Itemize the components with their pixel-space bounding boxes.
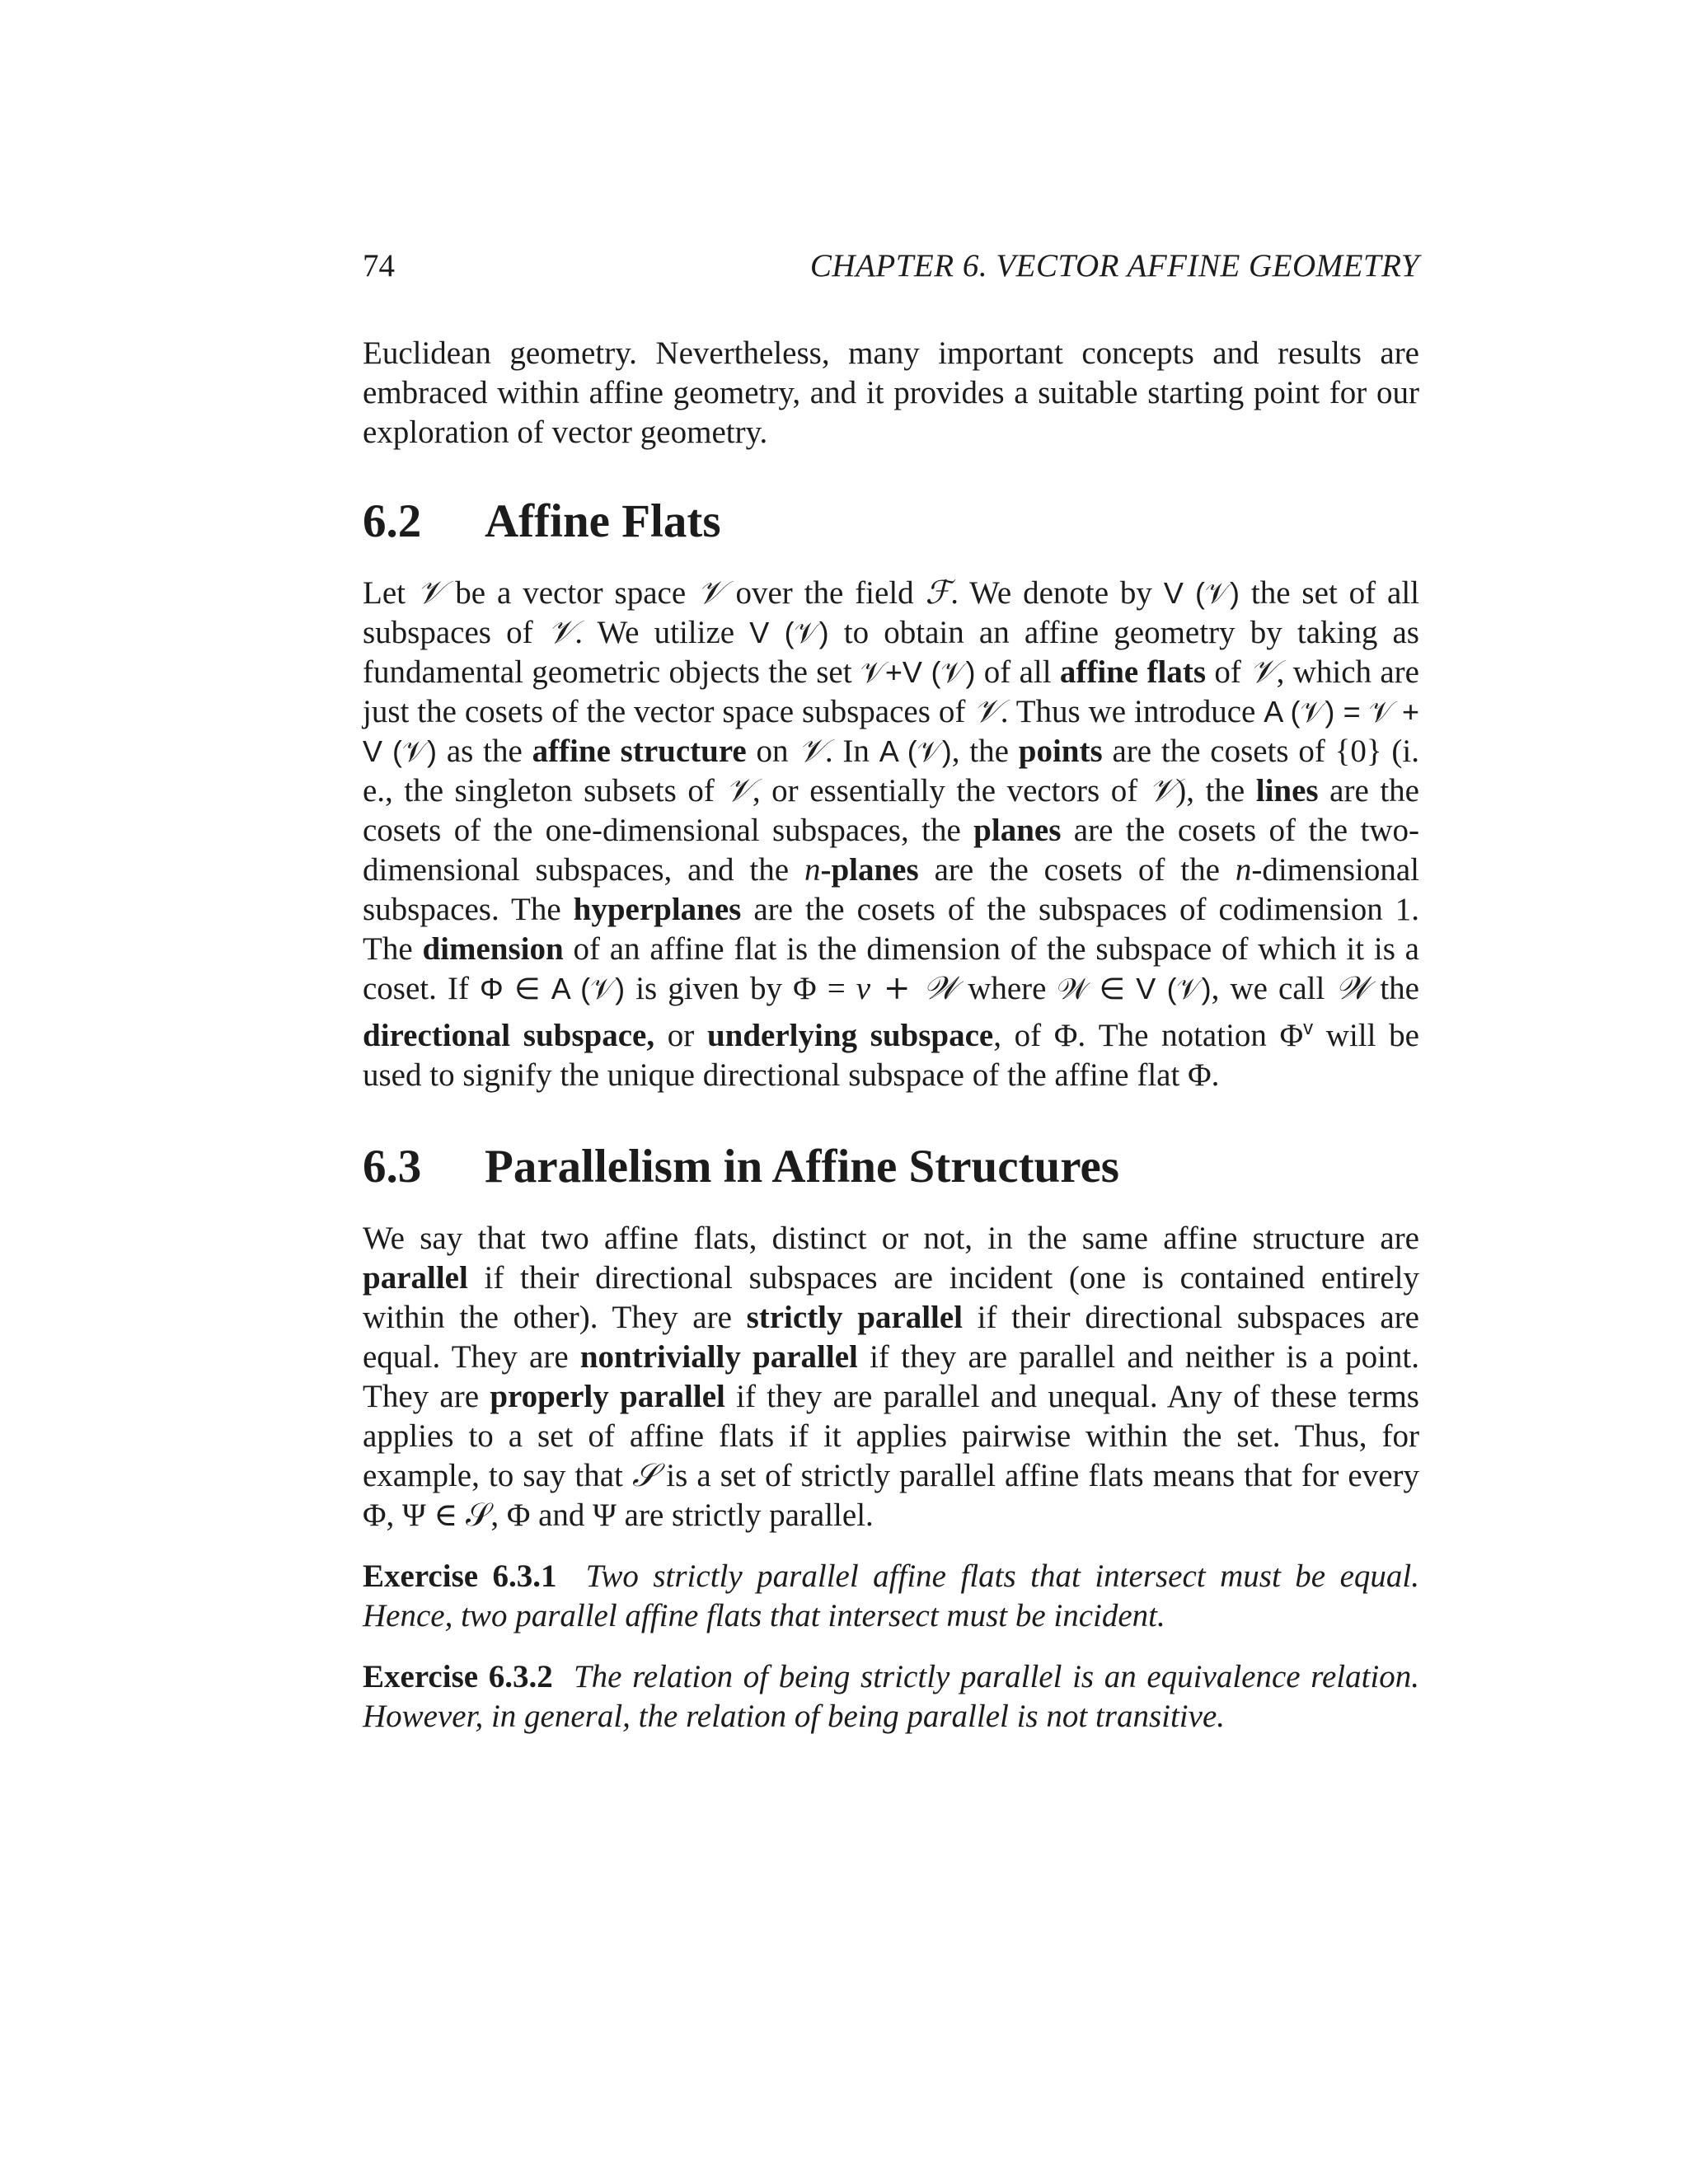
affine-flats-paragraph: Let 𝒱 be a vector space 𝒱 over the field ℱ. We denote by V (𝒱) the set of all subspaces of 𝒱. We utilize V (𝒱) to obtain an affine geometry by taking as fundamental geometric objects the set 𝒱+V (𝒱) of all affine flats of 𝒱, which are just the cosets of the vector space subspaces of 𝒱. Thus we introduce A (𝒱) = 𝒱 + V (𝒱) as the affine structure on 𝒱. In A (𝒱), the points are the cosets of {0} (i. e., the singleton subsets of 𝒱, or essentially the vectors of 𝒱), the lines are the cosets of the one-dimensional subspaces, the planes are the cosets of the two-dimensional subspaces, and the n-planes are the cosets of the n-dimensional subspaces. The hyperplanes are the cosets of the subspaces of codimension 1. The dimension of an affine flat is the dimension of the subspace of which it is a coset. If Φ ∈ A (𝒱) is given by Φ = v + 𝒲 where 𝒲 ∈ V (𝒱), we call 𝒲 the directional subspace, or underlying subspace, of Φ. The notation $\Phi^v$ will be used to signify the unique directional subspace of the affine flat Φ.: [363, 574, 1420, 1093]
term-points: points: [1018, 733, 1103, 769]
section-title: Parallelism in Affine Structures: [485, 1141, 1119, 1193]
page-header: [363, 247, 1419, 297]
term-strictly-parallel: strictly parallel: [746, 1300, 964, 1335]
running-title: CHAPTER 6. VECTOR AFFINE GEOMETRY: [809, 248, 1419, 284]
term-lines: lines: [1255, 773, 1319, 808]
exercise-label: Exercise 6.3.1: [363, 1558, 557, 1594]
intro-paragraph: Euclidean geometry. Nevertheless, many important concepts and results are embraced within affine geometry, and it provides a suitable starting point for our exploration of vector geometry.: [363, 335, 1419, 450]
term-n-planes: -planes: [820, 852, 919, 888]
term-directional-subspace: directional subspace,: [363, 1018, 655, 1053]
term-dimension: dimension: [422, 931, 564, 967]
term-affine-structure: affine structure: [532, 733, 747, 769]
page-body: [363, 334, 1419, 1736]
exercise-text: Two strictly parallel affine flats that intersect must be equal. Hence, two parallel affine flats that intersect must be incident.: [363, 1558, 1420, 1633]
term-parallel: parallel: [363, 1260, 468, 1296]
exercise-text: The relation of being strictly parallel is an equivalence relation. However, in general, the relation of being parallel is not transitive.: [363, 1659, 1420, 1734]
section-heading-6-2: [363, 493, 1419, 551]
term-planes: planes: [973, 813, 1062, 848]
page-number: 74: [363, 248, 395, 284]
section-number: 6.3: [363, 1141, 422, 1193]
term-hyperplanes: hyperplanes: [573, 892, 742, 927]
section-number: 6.2: [363, 495, 422, 547]
section-heading-6-3: [363, 1138, 1419, 1196]
term-underlying-subspace: underlying subspace: [706, 1018, 994, 1053]
term-nontrivially-parallel: nontrivially parallel: [579, 1339, 858, 1375]
term-affine-flats: affine flats: [1059, 654, 1207, 690]
exercise-label: Exercise 6.3.2: [363, 1659, 553, 1694]
section-title: Affine Flats: [485, 495, 721, 547]
parallelism-paragraph: We say that two affine flats, distinct or not, in the same affine structure are parallel if their directional subspaces are incident (one is contained entirely within the other). They are strictly parallel if their directional subspaces are equal. They are nontrivially parallel if they are parallel and neither is a point. They are properly parallel if they are parallel and unequal. Any of these terms applies to a set of affine flats if it applies pairwise within the set. Thus, for example, to say that 𝒮 is a set of strictly parallel affine flats means that for every Φ, Ψ ∈ 𝒮, Φ and Ψ are strictly parallel.: [363, 1221, 1419, 1533]
exercise-6-3-1: [363, 1557, 1419, 1636]
term-properly-parallel: properly parallel: [490, 1379, 725, 1414]
exercise-6-3-2: [363, 1657, 1419, 1736]
